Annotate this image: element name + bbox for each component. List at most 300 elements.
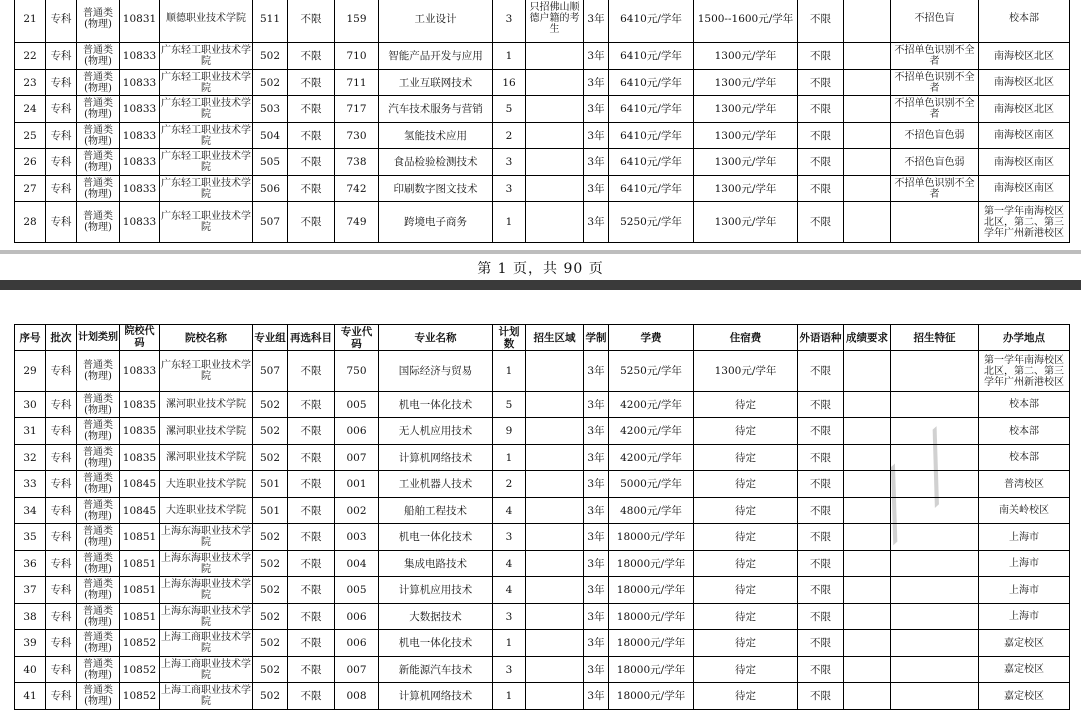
table-row [15,577,1070,604]
cell-batch: 专科 [46,524,77,551]
cell-region [526,577,584,604]
cell-plan-count: 3 [493,657,526,683]
cell-reselect-subject: 不限 [288,149,335,176]
cell-region [526,604,584,630]
cell-plan-count: 3 [493,176,526,202]
cell-plan-count: 2 [493,123,526,149]
cell-major-name: 汽车技术服务与营销 [379,96,493,123]
cell-region [526,445,584,471]
table-row [15,551,1070,577]
cell-region [526,471,584,498]
cell-seq: 32 [15,445,46,471]
cell-major-code: 005 [335,577,379,604]
cell-batch: 专科 [46,683,77,710]
cell-duration: 3年 [584,96,609,123]
cell-school-name: 顺德职业技术学院 [160,0,253,43]
cell-reselect-subject: 不限 [288,202,335,243]
cell-seq: 27 [15,176,46,202]
cell-score-req [844,657,891,683]
cell-plan-count: 4 [493,551,526,577]
cell-plan-type: 普通类(物理) [77,176,120,202]
cell-batch: 专科 [46,551,77,577]
cell-region [526,551,584,577]
cell-school-code: 10833 [120,202,160,243]
cell-seq: 23 [15,70,46,96]
table-row [15,498,1070,524]
cell-duration: 3年 [584,418,609,445]
cell-school-name: 广东轻工职业技术学院 [161,71,251,94]
cell-plan-type: 普通类(物理) [77,630,120,657]
cell-dorm-fee: 待定 [694,498,798,524]
cell-tuition: 4200元/学年 [609,445,694,471]
cell-school-name: 广东轻工职业技术学院 [160,202,253,243]
table-row [15,418,1070,445]
cell-region [526,202,584,243]
cell-score-req [844,351,891,392]
cell-school-name: 广东轻工职业技术学院 [160,149,253,176]
cell-major-code: 006 [335,630,379,657]
cell-school-name: 上海工商职业技术学院 [161,658,251,681]
cell-location: 校本部 [979,445,1070,471]
cell-tuition: 18000元/学年 [609,683,694,710]
cell-location: 第一学年南海校区北区，第二、第三学年广州新港校区 [979,351,1070,392]
cell-location: 南关岭校区 [979,498,1070,524]
cell-seq: 30 [15,392,46,418]
cell-language: 不限 [798,149,844,176]
cell-region [526,149,584,176]
cell-reselect-subject: 不限 [288,498,335,524]
cell-dorm-fee: 待定 [694,445,798,471]
cell-major-code: 730 [335,123,379,149]
cell-school-code: 10851 [120,604,160,630]
cell-dorm-fee: 待定 [694,604,798,630]
cell-language: 不限 [798,683,844,710]
cell-school-code: 10835 [120,392,160,418]
cell-plan-type: 普通类(物理) [77,418,120,445]
header-batch: 批次 [46,325,77,351]
cell-score-req [844,577,891,604]
cell-tuition: 6410元/学年 [609,0,694,43]
header-major-name: 专业名称 [379,325,493,351]
cell-major-group: 511 [253,0,288,43]
cell-features [891,498,979,524]
cell-dorm-fee: 1300元/学年 [694,43,798,70]
cell-batch: 专科 [46,176,77,202]
cell-features: 不招色盲色弱 [891,123,979,149]
cell-major-group: 502 [253,577,288,604]
cell-features [891,392,979,418]
cell-plan-type: 普通类(物理) [77,123,120,149]
cell-score-req [844,202,891,243]
table-row [15,657,1070,683]
cell-seq: 26 [15,149,46,176]
cell-plan-count: 5 [493,392,526,418]
cell-duration: 3年 [584,392,609,418]
cell-language: 不限 [798,70,844,96]
cell-school-code: 10845 [120,471,160,498]
header-region: 招生区域 [526,325,584,351]
cell-score-req [844,683,891,710]
table-row [15,471,1070,498]
cell-tuition: 6410元/学年 [609,123,694,149]
cell-dorm-fee: 待定 [694,577,798,604]
cell-score-req [844,123,891,149]
table-row [15,524,1070,551]
cell-language: 不限 [798,657,844,683]
cell-major-code: 008 [335,683,379,710]
cell-plan-count: 1 [493,43,526,70]
cell-school-name: 大连职业技术学院 [160,498,253,524]
table-header-row [15,325,1070,351]
cell-location: 南海校区北区 [979,70,1070,96]
cell-major-group: 502 [253,524,288,551]
cell-features [891,577,979,604]
cell-reselect-subject: 不限 [288,96,335,123]
cell-plan-type: 普通类(物理) [77,96,120,123]
cell-plan-type: 普通类(物理) [77,551,120,577]
cell-region [526,630,584,657]
header-location: 办学地点 [979,325,1070,351]
cell-location: 上海市 [979,551,1070,577]
cell-dorm-fee: 1300元/学年 [694,351,798,392]
cell-batch: 专科 [46,149,77,176]
cell-batch: 专科 [46,577,77,604]
cell-tuition: 18000元/学年 [609,524,694,551]
cell-major-group: 505 [253,149,288,176]
header-reselect-subject: 再选科目 [288,325,335,351]
cell-tuition: 6410元/学年 [609,43,694,70]
cell-features: 不招色盲 [891,0,979,43]
cell-major-group: 503 [253,96,288,123]
cell-language: 不限 [798,43,844,70]
cell-tuition: 4200元/学年 [609,418,694,445]
cell-location: 第一学年南海校区北区，第二、第三学年广州新港校区 [979,202,1070,243]
cell-score-req [844,604,891,630]
cell-tuition: 4200元/学年 [609,392,694,418]
table-row [15,43,1070,70]
cell-duration: 3年 [584,123,609,149]
cell-seq: 24 [15,96,46,123]
cell-location: 上海市 [979,577,1070,604]
cell-major-group: 502 [253,551,288,577]
header-plan-count: 计划数 [493,325,526,351]
cell-language: 不限 [798,577,844,604]
cell-seq: 33 [15,471,46,498]
cell-major-code: 004 [335,551,379,577]
cell-school-name: 广东轻工职业技术学院 [160,351,253,392]
cell-tuition: 5000元/学年 [609,471,694,498]
cell-plan-count: 5 [493,96,526,123]
cell-school-code: 10833 [120,176,160,202]
cell-major-name: 印刷数字图文技术 [379,176,493,202]
cell-major-group: 504 [253,123,288,149]
cell-reselect-subject: 不限 [288,351,335,392]
cell-school-code: 10833 [120,70,160,96]
cell-location: 嘉定校区 [979,683,1070,710]
cell-tuition: 5250元/学年 [609,351,694,392]
cell-reselect-subject: 不限 [288,551,335,577]
cell-major-group: 506 [253,176,288,202]
cell-major-code: 005 [335,392,379,418]
cell-school-code: 10852 [120,657,160,683]
cell-seq: 31 [15,418,46,445]
cell-major-code: 742 [335,176,379,202]
cell-school-code: 10831 [120,0,160,43]
cell-batch: 专科 [46,498,77,524]
cell-location: 南海校区南区 [979,176,1070,202]
cell-duration: 3年 [584,498,609,524]
cell-plan-type: 普通类(物理) [77,70,120,96]
cell-dorm-fee: 待定 [694,657,798,683]
cell-school-code: 10845 [120,498,160,524]
cell-duration: 3年 [584,43,609,70]
cell-batch: 专科 [46,96,77,123]
cell-location: 校本部 [979,392,1070,418]
cell-reselect-subject: 不限 [288,630,335,657]
cell-major-code: 159 [335,0,379,43]
cell-major-group: 502 [253,392,288,418]
cell-score-req [844,471,891,498]
cell-school-name: 广东轻工职业技术学院 [161,124,251,147]
cell-score-req [844,445,891,471]
cell-batch: 专科 [46,392,77,418]
cell-dorm-fee: 1300元/学年 [694,176,798,202]
table-row [15,96,1070,123]
cell-plan-count: 3 [493,604,526,630]
cell-features [891,351,979,392]
cell-major-name: 无人机应用技术 [379,418,493,445]
cell-major-code: 006 [335,418,379,445]
cell-language: 不限 [798,471,844,498]
cell-major-group: 502 [253,445,288,471]
cell-language: 不限 [798,418,844,445]
cell-major-name: 国际经济与贸易 [379,351,493,392]
cell-region [526,351,584,392]
cell-major-group: 501 [253,498,288,524]
cell-reselect-subject: 不限 [288,176,335,202]
cell-school-name: 漯河职业技术学院 [160,392,253,418]
cell-seq: 39 [15,630,46,657]
cell-plan-count: 3 [493,0,526,43]
page-divider [0,250,1081,254]
cell-score-req [844,176,891,202]
cell-school-code: 10835 [120,418,160,445]
cell-language: 不限 [798,498,844,524]
cell-reselect-subject: 不限 [288,657,335,683]
cell-language: 不限 [798,630,844,657]
table-row [15,604,1070,630]
cell-plan-type: 普通类(物理) [77,149,120,176]
cell-major-group: 502 [253,418,288,445]
cell-location: 南海校区南区 [979,149,1070,176]
cell-school-name: 广东轻工职业技术学院 [160,43,253,70]
cell-plan-count: 1 [493,630,526,657]
cell-major-group: 502 [253,70,288,96]
cell-plan-type: 普通类(物理) [77,657,120,683]
cell-school-code: 10852 [120,630,160,657]
cell-school-code: 10833 [120,96,160,123]
cell-tuition: 6410元/学年 [609,96,694,123]
cell-tuition: 18000元/学年 [609,604,694,630]
cell-batch: 专科 [46,657,77,683]
cell-major-name: 计算机网络技术 [379,683,493,710]
cell-batch: 专科 [46,43,77,70]
table-row [15,149,1070,176]
cell-reselect-subject: 不限 [288,392,335,418]
cell-major-code: 738 [335,149,379,176]
header-score-req: 成绩要求 [844,325,891,351]
cell-plan-count: 2 [493,471,526,498]
cell-features: 不招单色识别不全者 [891,96,979,123]
cell-seq: 35 [15,524,46,551]
cell-reselect-subject: 不限 [288,471,335,498]
cell-major-code: 749 [335,202,379,243]
table-row [15,351,1070,392]
cell-major-name: 计算机网络技术 [379,445,493,471]
cell-plan-type: 普通类(物理) [77,471,120,498]
cell-location: 上海市 [979,524,1070,551]
header-duration: 学制 [584,325,609,351]
cell-seq: 37 [15,577,46,604]
cell-plan-type: 普通类(物理) [77,524,120,551]
cell-plan-type: 普通类(物理) [77,577,120,604]
cell-school-code: 10835 [120,445,160,471]
cell-plan-count: 4 [493,577,526,604]
cell-plan-type: 普通类(物理) [77,351,120,392]
cell-seq: 29 [15,351,46,392]
cell-features [891,418,979,445]
cell-language: 不限 [798,604,844,630]
cell-plan-count: 3 [493,524,526,551]
cell-seq: 28 [15,202,46,243]
cell-school-code: 10851 [120,524,160,551]
cell-duration: 3年 [584,149,609,176]
cell-school-name: 广东轻工职业技术学院 [161,177,251,200]
cell-major-code: 750 [335,351,379,392]
cell-reselect-subject: 不限 [288,123,335,149]
cell-major-code: 007 [335,657,379,683]
cell-major-group: 507 [253,202,288,243]
cell-location: 南海校区南区 [979,123,1070,149]
cell-region [526,498,584,524]
cell-major-name: 机电一体化技术 [379,392,493,418]
cell-school-code: 10852 [120,683,160,710]
table-row [15,683,1070,710]
cell-duration: 3年 [584,577,609,604]
cell-features [891,445,979,471]
cell-plan-count: 1 [493,202,526,243]
page-separator [0,280,1081,290]
cell-location: 南海校区北区 [979,96,1070,123]
cell-batch: 专科 [46,123,77,149]
cell-dorm-fee: 1500--1600元/学年 [694,0,798,43]
cell-duration: 3年 [584,524,609,551]
cell-region [526,418,584,445]
cell-plan-type: 普通类(物理) [77,392,120,418]
cell-location: 嘉定校区 [979,630,1070,657]
cell-major-group: 502 [253,604,288,630]
cell-dorm-fee: 1300元/学年 [694,96,798,123]
cell-major-name: 智能产品开发与应用 [379,43,493,70]
cell-batch: 专科 [46,630,77,657]
cell-dorm-fee: 待定 [694,392,798,418]
cell-school-code: 10833 [120,43,160,70]
cell-plan-type: 普通类(物理) [77,498,120,524]
cell-location: 校本部 [979,418,1070,445]
cell-reselect-subject: 不限 [288,418,335,445]
cell-school-code: 10851 [120,551,160,577]
cell-language: 不限 [798,551,844,577]
cell-plan-type: 普通类(物理) [77,445,120,471]
cell-dorm-fee: 1300元/学年 [694,202,798,243]
cell-tuition: 5250元/学年 [609,202,694,243]
cell-seq: 25 [15,123,46,149]
table-row [15,70,1070,96]
cell-batch: 专科 [46,202,77,243]
cell-language: 不限 [798,176,844,202]
header-dorm-fee: 住宿费 [694,325,798,351]
cell-major-code: 002 [335,498,379,524]
cell-major-code: 710 [335,43,379,70]
cell-reselect-subject: 不限 [288,524,335,551]
header-features: 招生特征 [891,325,979,351]
cell-plan-count: 16 [493,70,526,96]
cell-batch: 专科 [46,471,77,498]
cell-major-name: 大数据技术 [379,604,493,630]
cell-major-group: 502 [253,630,288,657]
table-row [15,392,1070,418]
cell-major-name: 机电一体化技术 [379,630,493,657]
cell-score-req [844,149,891,176]
cell-location: 校本部 [979,0,1070,43]
cell-features: 不招单色识别不全者 [891,70,979,96]
cell-tuition: 4800元/学年 [609,498,694,524]
page-number: 第 1 页，共 90 页 [477,261,604,277]
cell-features: 不招色盲色弱 [891,149,979,176]
cell-dorm-fee: 待定 [694,551,798,577]
cell-region [526,43,584,70]
cell-region [526,176,584,202]
cell-major-name: 氢能技术应用 [379,123,493,149]
cell-region: 只招佛山顺德户籍的考生 [526,0,584,43]
cell-major-name: 工业机器人技术 [379,471,493,498]
cell-school-name: 大连职业技术学院 [160,471,253,498]
cell-duration: 3年 [584,351,609,392]
cell-major-group: 502 [253,43,288,70]
cell-features [891,604,979,630]
cell-language: 不限 [798,0,844,43]
cell-score-req [844,524,891,551]
cell-features [891,471,979,498]
cell-major-name: 新能源汽车技术 [379,657,493,683]
cell-location: 普湾校区 [979,471,1070,498]
cell-plan-count: 4 [493,498,526,524]
cell-plan-count: 1 [493,683,526,710]
header-major-group: 专业组 [253,325,288,351]
cell-school-code: 10833 [120,123,160,149]
cell-duration: 3年 [584,683,609,710]
cell-school-code: 10833 [120,149,160,176]
cell-features [891,551,979,577]
cell-duration: 3年 [584,202,609,243]
cell-major-code: 717 [335,96,379,123]
cell-reselect-subject: 不限 [288,43,335,70]
cell-score-req [844,392,891,418]
cell-seq: 36 [15,551,46,577]
cell-language: 不限 [798,202,844,243]
cell-major-code: 711 [335,70,379,96]
cell-school-name: 上海东海职业技术学院 [161,605,251,628]
